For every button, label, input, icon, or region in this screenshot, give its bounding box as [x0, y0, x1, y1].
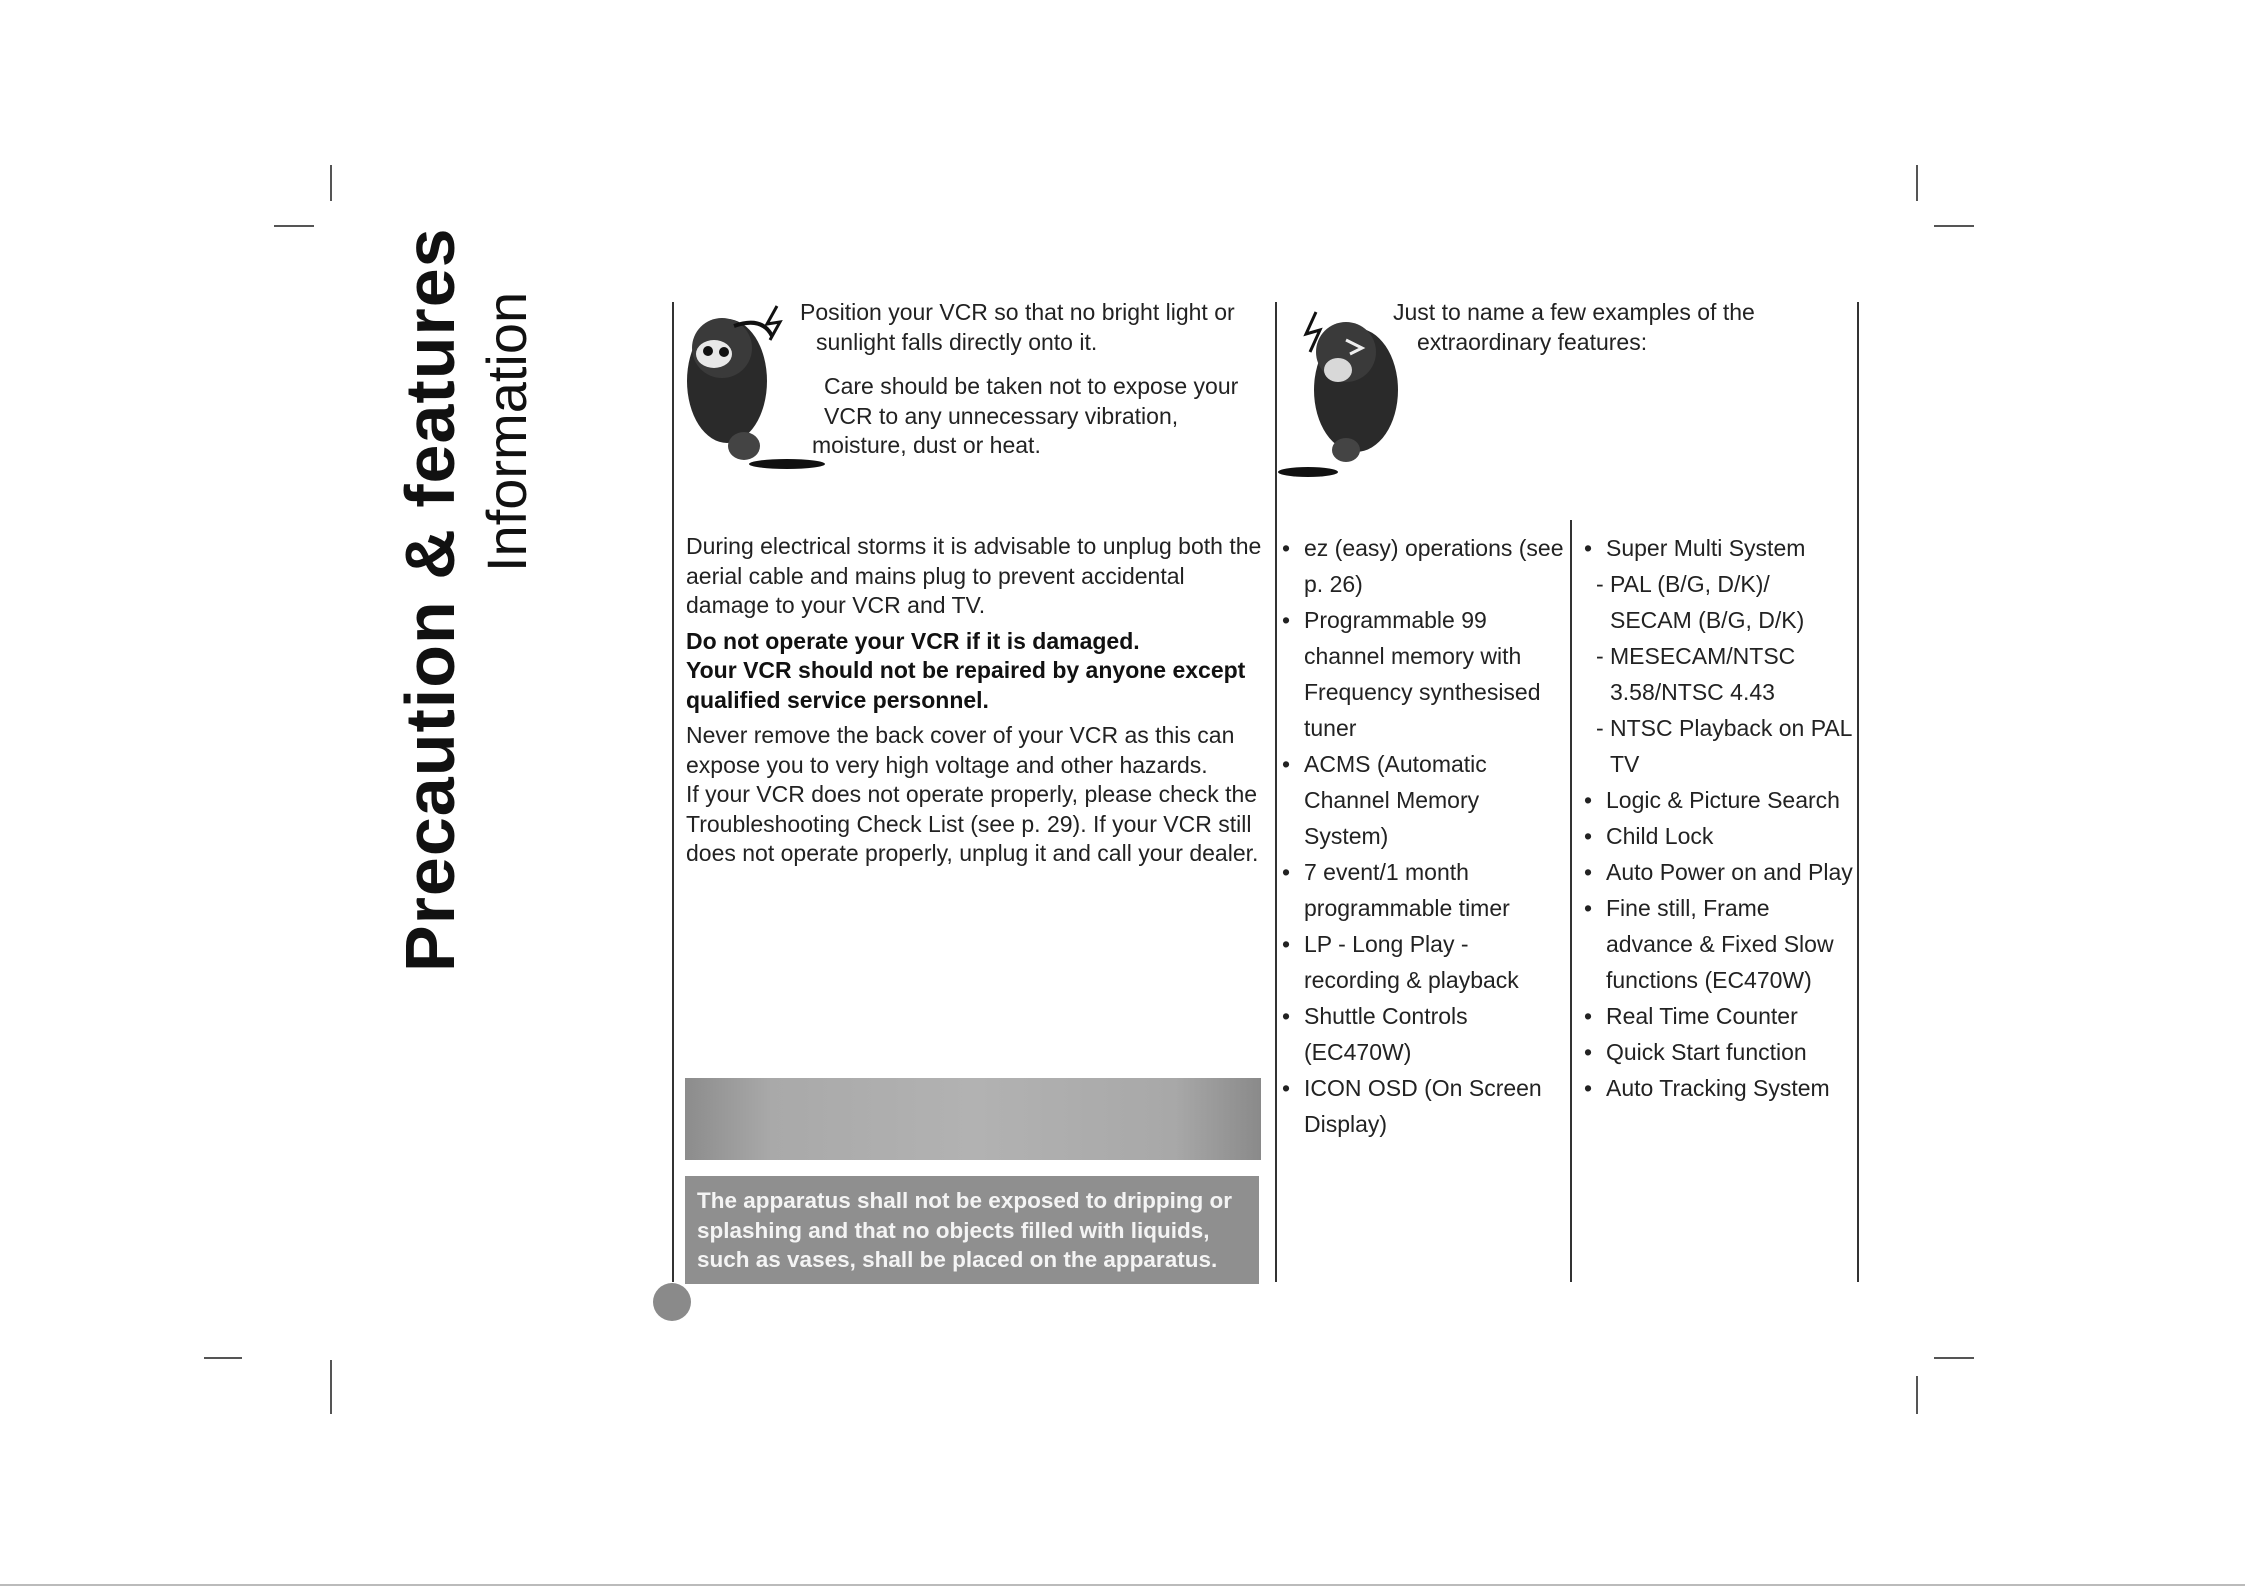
- list-item: • LP - Long Play - recording & playback: [1282, 931, 1519, 993]
- page-marker-dot: [653, 1283, 691, 1321]
- dripping-warning-text: The apparatus shall not be exposed to dripping or splashing and that no objects filled with liquids, such as vases, shall be placed on the apparatus.: [697, 1188, 1233, 1272]
- list-item: • ez (easy) operations (see p. 26): [1282, 535, 1564, 597]
- intro-line: Position your VCR so that no bright light or: [800, 299, 1235, 325]
- intro-line: sunlight falls directly onto it.: [816, 328, 1098, 355]
- list-item: • Child Lock: [1584, 823, 1714, 849]
- crop-mark: [274, 225, 314, 227]
- care-line: VCR to any unnecessary vibration,: [824, 402, 1179, 429]
- list-item: • Auto Power on and Play: [1584, 859, 1853, 885]
- list-item: • ICON OSD (On Screen Display): [1282, 1075, 1542, 1137]
- list-item: • Auto Tracking System: [1584, 1075, 1830, 1101]
- list-item: • Programmable 99 channel memory with Frequency synthesised tuner: [1282, 607, 1541, 741]
- features-intro-line: extraordinary features:: [1417, 328, 1648, 355]
- sub-list-item: - MESECAM/NTSC 3.58/NTSC 4.43: [1596, 643, 1796, 705]
- care-line: moisture, dust or heat.: [812, 432, 1041, 458]
- column-divider: [1570, 520, 1572, 1282]
- page-title: Precaution & features: [391, 227, 469, 972]
- features-list-2: [1580, 530, 1855, 1106]
- crop-mark: [1934, 225, 1974, 227]
- crop-mark: [1916, 1376, 1918, 1414]
- features-intro-line: Just to name a few examples of the: [1393, 299, 1755, 325]
- back-cover-paragraph: Never remove the back cover of your VCR as this can expose you to very high voltage and other hazards.: [686, 722, 1235, 778]
- repair-warning: Your VCR should not be repaired by anyone except qualified service personnel.: [686, 657, 1246, 713]
- crop-mark: [330, 1360, 332, 1414]
- crop-mark: [1934, 1357, 1974, 1359]
- column-divider: [1857, 302, 1859, 1282]
- list-item: • Quick Start function: [1584, 1039, 1807, 1065]
- crop-mark: [330, 165, 332, 201]
- list-item: • 7 event/1 month programmable timer: [1282, 859, 1510, 921]
- bottom-edge-line: [0, 1584, 2245, 1586]
- list-item: • Logic & Picture Search: [1584, 787, 1840, 813]
- sub-list-item: - PAL (B/G, D/K)/ SECAM (B/G, D/K): [1596, 571, 1805, 633]
- crop-mark: [204, 1357, 242, 1359]
- dripping-warning-box: [685, 1176, 1259, 1284]
- list-item: • Shuttle Controls (EC470W): [1282, 1003, 1468, 1065]
- list-item: • Real Time Counter: [1584, 1003, 1798, 1029]
- care-line: Care should be taken not to expose your: [824, 373, 1239, 399]
- list-item: • ACMS (Automatic Channel Memory System): [1282, 751, 1487, 849]
- troubleshooting-paragraph: If your VCR does not operate properly, please check the Troubleshooting Check List (see p. 29). If your VCR still does not operate properly, unplug it and call your dealer.: [686, 781, 1259, 866]
- page-subtitle: Information: [475, 291, 538, 572]
- storms-paragraph: During electrical storms it is advisable to unplug both the aerial cable and mains plug to prevent accidental damage to your VCR and TV.: [686, 533, 1262, 618]
- list-item: • Fine still, Frame advance & Fixed Slow functions (EC470W): [1584, 895, 1834, 993]
- features-list-1: [1278, 530, 1566, 1142]
- decorative-grey-bar: [685, 1078, 1261, 1160]
- list-item: • Super Multi System: [1584, 535, 1806, 561]
- crop-mark: [1916, 165, 1918, 201]
- damage-warning: Do not operate your VCR if it is damaged.: [686, 627, 1140, 654]
- sub-list-item: - NTSC Playback on PAL TV: [1596, 715, 1852, 777]
